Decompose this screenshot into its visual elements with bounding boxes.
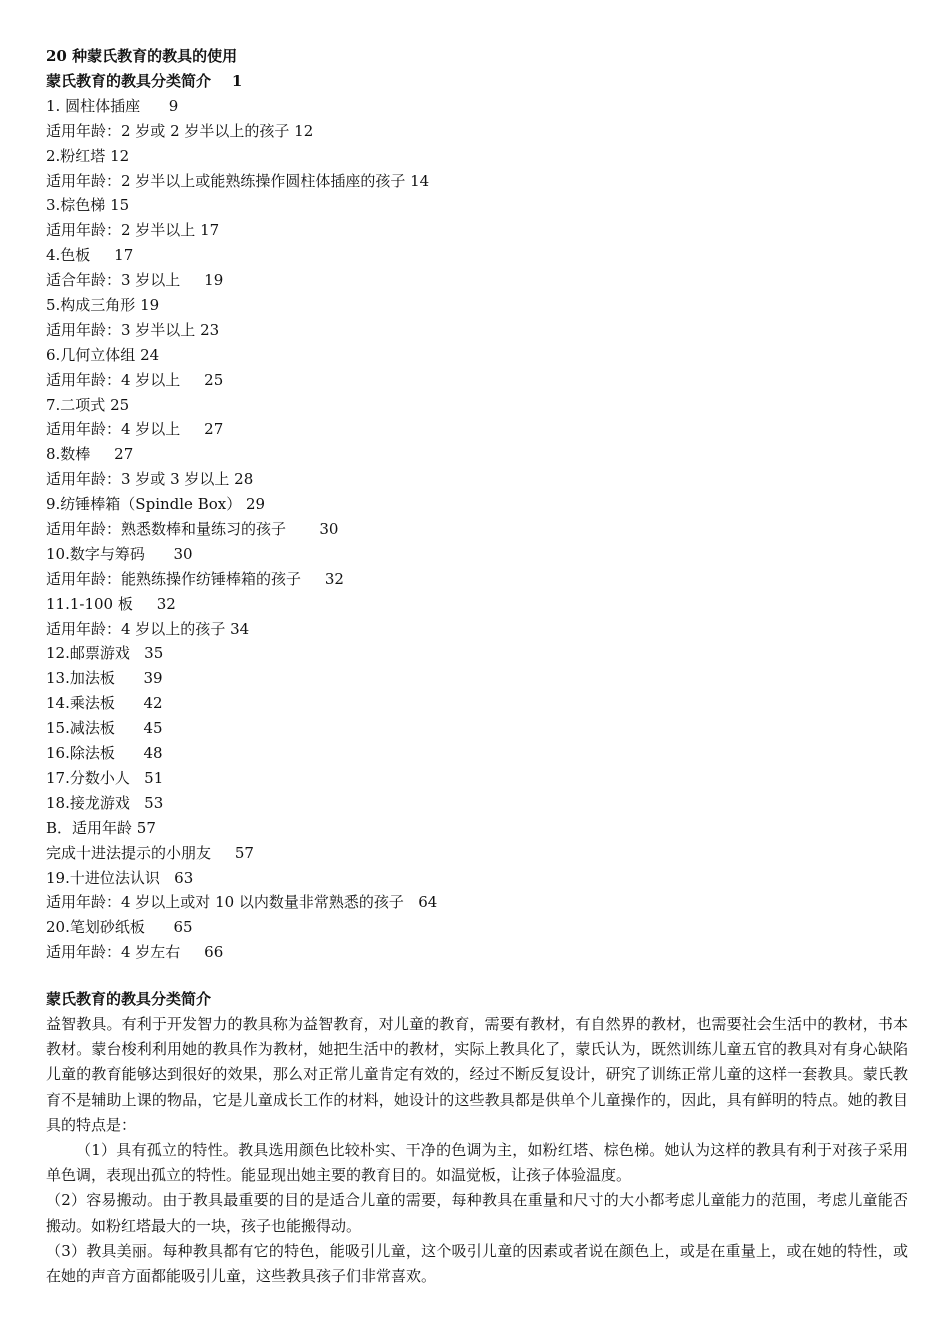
toc-entry: 15.减法板 45 (46, 719, 163, 738)
section-body (46, 1012, 908, 1289)
toc-entry: 8.数棒 27 (46, 445, 134, 464)
toc-entry: 适合年龄：3 岁以上 19 (46, 271, 224, 290)
toc-entry: 20.笔划砂纸板 65 (46, 918, 193, 937)
table-of-contents (46, 69, 908, 965)
toc-entry: 适用年龄：3 岁半以上 23 (46, 320, 220, 339)
section-spacer (46, 965, 908, 987)
paragraph-feature-1: （1）具有孤立的特性。教具选用颜色比较朴实、干净的色调为主，如粉红塔、棕色梯。她认为这样的教具有利于对孩子采用单色调，表现出孤立的特性。能显现出她主要的教育目的。如温觉板，让孩子体验温度。 (46, 1141, 908, 1185)
paragraph-intro: 益智教具。有利于开发智力的教具称为益智教育，对儿童的教育，需要有教材，有自然界的教材，也需要社会生活中的教材，书本教材。蒙台梭利利用她的教具作为教材，她把生活中的教材，实际上教具化了，蒙氏认为，既然训练儿童五官的教具对有身心缺陷儿童的教育能够达到很好的效果，那么对正常儿童肯定有效的，经过不断反复设计，研究了训练正常儿童的这样一套教具。蒙氏教育不是辅助上课的物品，它是儿童成长工作的材料，她设计的这些教具都是供单个儿童操作的，因此，具有鲜明的特点。她的教目具的特点是： (46, 1015, 908, 1134)
toc-entry: 适用年龄：4 岁以上 27 (46, 420, 224, 439)
document-page (46, 44, 908, 1289)
document-title: 20 种蒙氏教育的教具的使用 (46, 47, 238, 65)
toc-entry: 3.棕色梯 15 (46, 196, 130, 215)
toc-entry: 13.加法板 39 (46, 669, 163, 688)
toc-entry: 适用年龄：4 岁以上的孩子 34 (46, 619, 250, 638)
toc-entry: 适用年龄：4 岁以上或对 10 以内数量非常熟悉的孩子 64 (46, 893, 438, 912)
paragraph-feature-2: （2）容易搬动。由于教具最重要的目的是适合儿童的需要，每种教具在重量和尺寸的大小都考虑儿童能力的范围，考虑儿童能否搬动。如粉红塔最大的一块，孩子也能搬得动。 (46, 1191, 908, 1235)
toc-entry: 适用年龄：2 岁半以上或能熟练操作圆柱体插座的孩子 14 (46, 171, 430, 190)
toc-entry: 适用年龄：2 岁或 2 岁半以上的孩子 12 (46, 121, 314, 140)
toc-entry: 适用年龄：2 岁半以上 17 (46, 221, 220, 240)
toc-entry: 适用年龄：4 岁以上 25 (46, 370, 224, 389)
toc-entry: 蒙氏教育的教具分类简介 1 (46, 72, 243, 90)
paragraph-feature-3: （3）教具美丽。每种教具都有它的特色，能吸引儿童，这个吸引儿童的因素或者说在颜色上，或是在重量上，或在她的特性，或在她的声音方面都能吸引儿童，这些教具孩子们非常喜欢。 (46, 1241, 908, 1286)
toc-entry: 完成十进法提示的小朋友 57 (46, 843, 254, 862)
toc-entry: 适用年龄：熟悉数棒和量练习的孩子 30 (46, 520, 339, 539)
toc-entry: 2.粉红塔 12 (46, 146, 130, 165)
toc-entry: 5.构成三角形 19 (46, 296, 160, 315)
toc-entry: 适用年龄：4 岁左右 66 (46, 943, 224, 962)
toc-entry: 10.数字与筹码 30 (46, 544, 193, 563)
toc-entry: 17.分数小人 51 (46, 768, 164, 787)
toc-entry: 19.十进位法认识 63 (46, 868, 194, 887)
toc-entry: 18.接龙游戏 53 (46, 793, 164, 812)
toc-entry: 1. 圆柱体插座 9 (46, 96, 179, 115)
toc-entry: 9.纺锤棒箱（Spindle Box） 29 (46, 495, 266, 514)
toc-entry: 适用年龄：3 岁或 3 岁以上 28 (46, 470, 254, 489)
section-heading: 蒙氏教育的教具分类简介 (46, 990, 212, 1009)
toc-entry: 14.乘法板 42 (46, 694, 163, 713)
toc-entry: 6.几何立体组 24 (46, 345, 160, 364)
toc-entry: 4.色板 17 (46, 246, 134, 265)
toc-entry: 适用年龄：能熟练操作纺锤棒箱的孩子 32 (46, 569, 344, 588)
toc-entry: 11.1-100 板 32 (46, 594, 176, 613)
toc-entry: B．适用年龄 57 (46, 818, 156, 837)
toc-entry: 16.除法板 48 (46, 744, 163, 763)
toc-entry: 7.二项式 25 (46, 395, 130, 414)
toc-entry: 12.邮票游戏 35 (46, 644, 164, 663)
